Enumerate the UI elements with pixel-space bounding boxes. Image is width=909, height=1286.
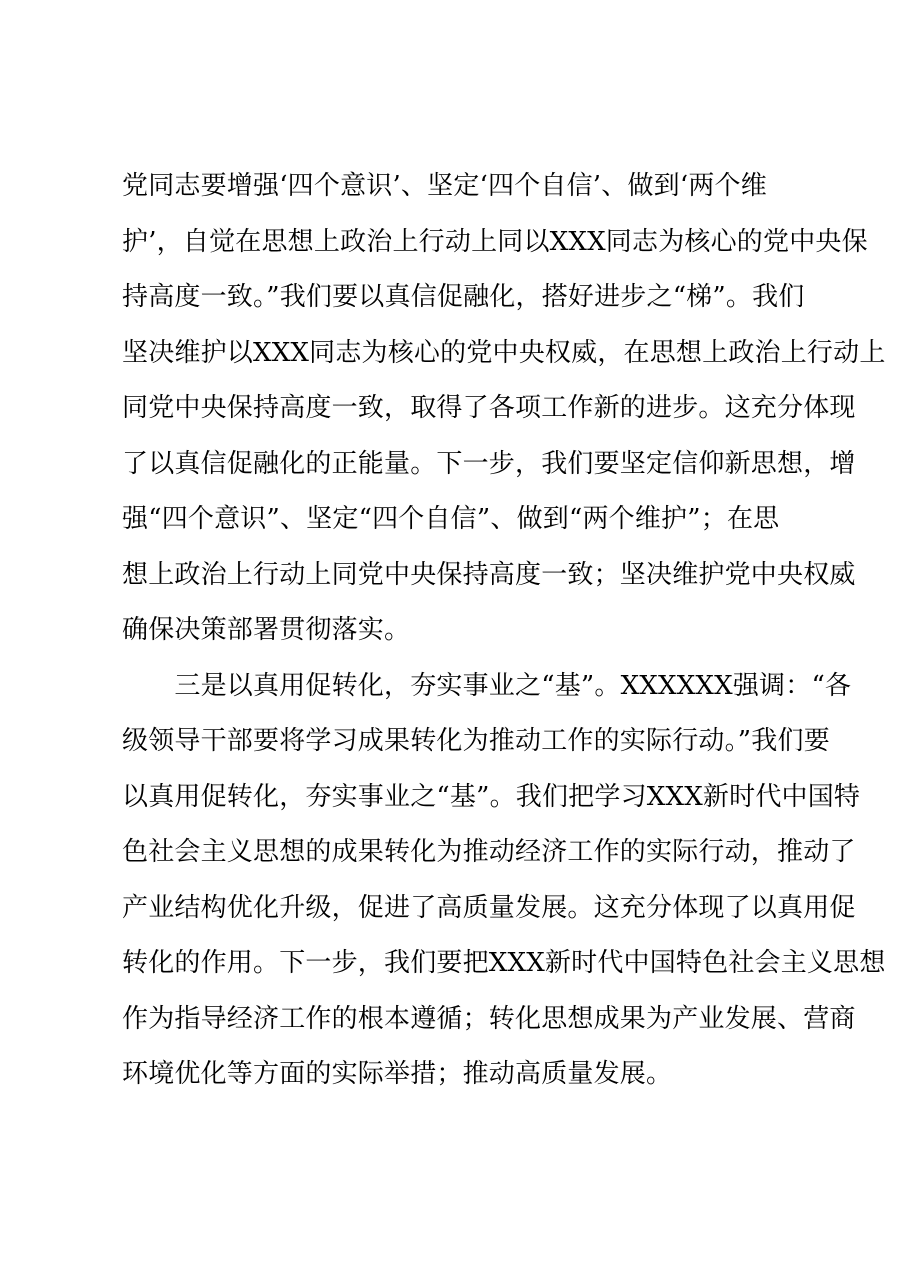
text-line: 作为指导经济工作的根本遵循；转化思想成果为产业发展、营商 (122, 1003, 856, 1034)
text-line: 了以真信促融化的正能量。下一步，我们要坚定信仰新思想，增 (122, 448, 856, 479)
text-line: 级领导干部要将学习成果转化为推动工作的实际行动。”我们要 (122, 726, 830, 756)
text-line: 确保决策部署贯彻落实。 (122, 615, 411, 645)
text-line: 强“四个意识”、坚定“四个自信”、做到“两个维护”；在思 (122, 504, 780, 534)
text-line: 坚决维护以XXX同志为核心的党中央权威，在思想上政治上行动上 (122, 337, 886, 368)
text-line: 护’，自觉在思想上政治上行动上同以XXX同志为核心的党中央保 (122, 226, 868, 257)
document-body (122, 159, 886, 1103)
text-line: 想上政治上行动上同党中央保持高度一致；坚决维护党中央权威 (122, 559, 856, 590)
paragraph-continued (122, 159, 886, 659)
text-line: 产业结构优化升级，促进了高质量发展。这充分体现了以真用促 (122, 892, 856, 923)
text-line: 环境优化等方面的实际举措；推动高质量发展。 (122, 1059, 673, 1089)
text-line: 党同志要增强‘四个意识’、坚定‘四个自信’、做到‘两个维 (122, 171, 767, 201)
text-line: 转化的作用。下一步，我们要把XXX新时代中国特色社会主义思想 (122, 948, 886, 978)
paragraph-three-point (122, 659, 886, 1103)
text-line: 三是以真用促转化，夯实事业之“基”。XXXXXX强调：“各 (122, 670, 852, 701)
text-line: 持高度一致。”我们要以真信促融化，搭好进步之“梯”。我们 (122, 282, 805, 312)
text-line: 以真用促转化，夯实事业之“基”。我们把学习XXX新时代中国特 (122, 781, 861, 812)
text-line: 色社会主义思想的成果转化为推动经济工作的实际行动，推动了 (122, 837, 856, 867)
text-line: 同党中央保持高度一致，取得了各项工作新的进步。这充分体现 (122, 393, 856, 423)
